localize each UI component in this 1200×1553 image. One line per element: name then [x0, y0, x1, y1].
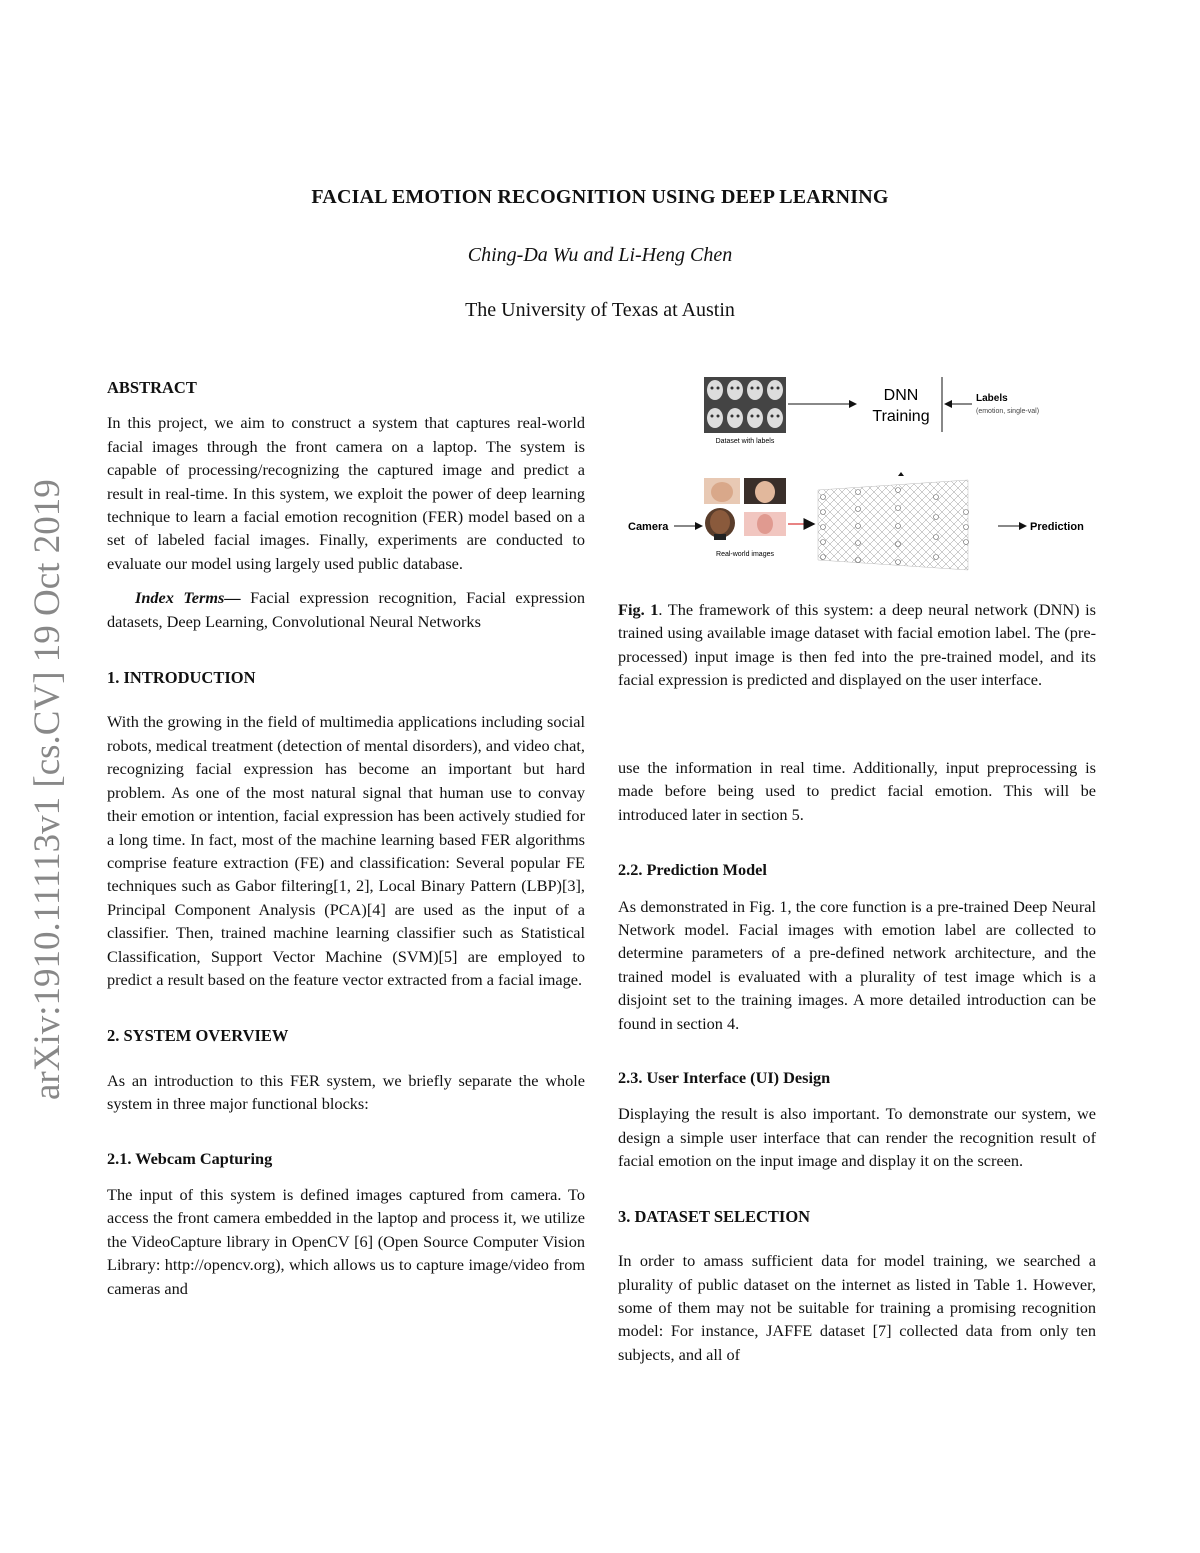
figure-caption-text: . The framework of this system: a deep neural network (DNN) is trained using available image dataset with facial emotion label. The (pre-processed) input image is then fed into the pre-trained model, and its facial expression is predicted and displayed on the user interface.: [618, 600, 1097, 690]
index-terms-label: Index Terms—: [135, 588, 241, 608]
labels-title: Labels: [976, 393, 1008, 404]
abstract-heading: ABSTRACT: [107, 378, 197, 397]
dataset-caption: Dataset with labels: [715, 438, 775, 445]
dataset-selection-text: In order to amass sufficient data for model training, we searched a plurality of public dataset on the internet as listed in Table 1. However, some of them may not be suitable for training a promising recognition model: For instance, JAFFE dataset [7] collected data from only ten subjects, and all of: [618, 1251, 1096, 1364]
prediction-model-heading: 2.2. Prediction Model: [618, 860, 767, 880]
paper-authors: Ching-Da Wu and Li-Heng Chen: [467, 244, 733, 266]
ui-design-heading: 2.3. User Interface (UI) Design: [618, 1068, 831, 1088]
realworld-images-icon: [704, 478, 786, 540]
neural-network-icon: [818, 472, 969, 570]
labels-subtitle: (emotion, single-val): [976, 408, 1040, 415]
prediction-model-text: As demonstrated in Fig. 1, the core function is a pre-trained Deep Neural Network model. Facial images with emotion label are collected to determine parameters of a pre-defined network architecture, and the trained model is evaluated with a plurality of test image which is a disjoint set to the training images. A more detailed introduction can be found in section 4.: [618, 896, 1096, 1033]
framework-figure: [618, 372, 1096, 587]
figure-caption: [618, 598, 1096, 692]
dnn-label-line2: Training: [872, 408, 930, 425]
right-column: [618, 756, 1096, 1366]
system-overview-text: As an introduction to this FER system, we briefly separate the whole system in three major functional blocks:: [107, 1070, 585, 1114]
dataset-selection-heading: 3. DATASET SELECTION: [618, 1206, 811, 1226]
dataset-faces-icon: [704, 377, 786, 433]
introduction-text: With the growing in the field of multimedia applications including social robots, medical treatment (detection of mental disorders), and video chat, recognizing facial expression has become an important but hard problem. As one of the most natural signal that human use to convay their emotion or intention, facial expression has been actively studied for a long time. In fact, most of the machine learning based FER algorithms comprise feature extraction (FE) and classification: Several popular FE techniques such as Gabor filtering[1, 2], Local Binary Pattern (LBP)[3], Principal Component Analysis (PCA)[4] are used as the input of a classifier. Then, trained machine learning classifier such as Statistical Classification, Support Vector Machine (SVM)[5] are employed to predict a result based on the feature vector extracted from a facial image.: [107, 712, 585, 989]
abstract-text: In this project, we aim to construct a system that captures real-world facial images through the front camera on a laptop. The system is capable of processing/recognizing the captured image and predict a result in real-time. In this system, we exploit the power of deep learning technique to learn a facial emotion recognition (FER) model based on a set of labeled facial images. Finally, experiments are conducted to evaluate our model using largely used public database.: [107, 413, 585, 573]
camera-label: Camera: [628, 521, 669, 533]
index-terms-text: Facial expression recognition, Facial expression datasets, Deep Learning, Convolutional Neural Networks: [107, 588, 585, 631]
framework-diagram: [618, 372, 1096, 587]
paper-affiliation: The University of Texas at Austin: [465, 299, 735, 321]
dnn-label-line1: DNN: [883, 387, 919, 404]
webcam-capturing-text: The input of this system is defined images captured from camera. To access the front camera embedded in the laptop and process it, we utilize the VideoCapture library in OpenCV [6] (Open Source Computer Vision Library: http://opencv.org), which allows us to capture image/video from cameras and: [107, 1184, 585, 1298]
webcam-capturing-heading: 2.1. Webcam Capturing: [107, 1148, 273, 1168]
webcam-capturing-continued: use the information in real time. Additionally, input preprocessing is made before being used to predict facial emotion. This will be introduced later in section 5.: [618, 758, 1096, 824]
prediction-label: Prediction: [1030, 521, 1084, 533]
introduction-heading: 1. INTRODUCTION: [107, 668, 256, 688]
system-overview-heading: 2. SYSTEM OVERVIEW: [107, 1026, 289, 1046]
left-column: [107, 376, 585, 1300]
arxiv-stamp: arXiv:1910.11113v1 [cs.CV] 19 Oct 2019: [27, 479, 68, 1100]
paper-title: FACIAL EMOTION RECOGNITION USING DEEP LEARNING: [311, 186, 889, 208]
figure-caption-label: Fig. 1: [618, 600, 659, 619]
index-terms: [107, 586, 585, 633]
ui-design-text: Displaying the result is also important. To demonstrate our system, we design a simple user interface that can render the recognition result of facial emotion on the input image and display it on the screen.: [618, 1104, 1096, 1171]
realworld-caption: Real-world images: [716, 551, 774, 558]
